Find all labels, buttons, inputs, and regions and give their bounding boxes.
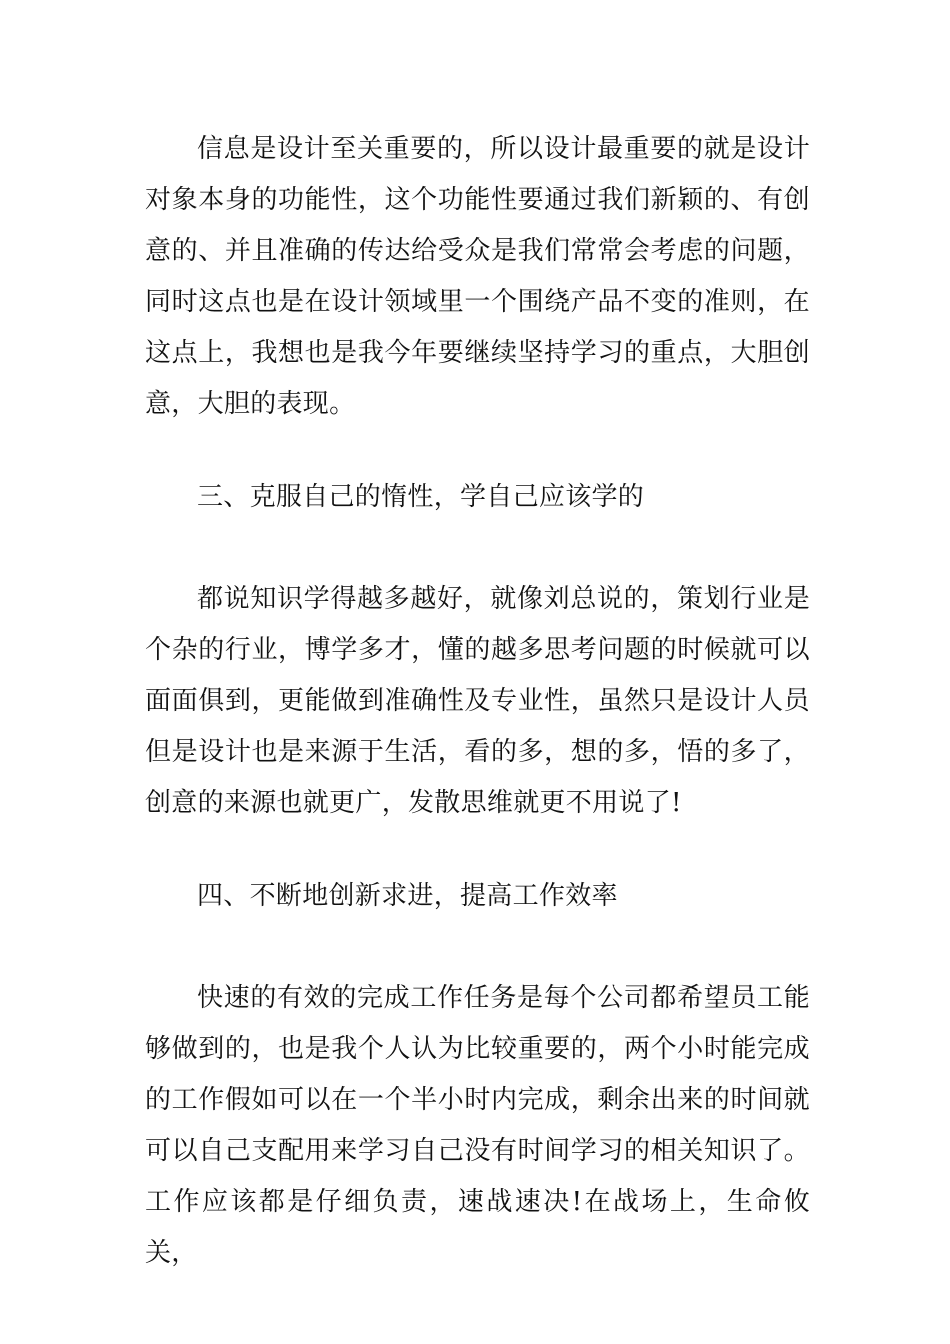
paragraph-knowledge-learning: 都说知识学得越多越好，就像刘总说的，策划行业是个杂的行业，博学多才，懂的越多思考问题的时候就可以面面俱到，更能做到准确性及专业性，虽然只是设计人员但是设计也是来源于生活，看的多，想的多，悟的多了，创意的来源也就更广，发散思维就更不用说了! (145, 584, 810, 818)
section-heading-4: 四、不断地创新求进，提高工作效率 (197, 881, 618, 911)
paragraph-design-information: 信息是设计至关重要的，所以设计最重要的就是设计对象本身的功能性，这个功能性要通过我们新颖的、有创意的、并且准确的传达给受众是我们常常会考虑的问题，同时这点也是在设计领域里一个围绕产品不变的准则，在这点上，我想也是我今年要继续坚持学习的重点，大胆创意，大胆的表现。 (145, 134, 810, 419)
paragraph-work-efficiency: 快速的有效的完成工作任务是每个公司都希望员工能够做到的，也是我个人认为比较重要的，两个小时能完成的工作假如可以在一个半小时内完成，剩余出来的时间就可以自己支配用来学习自己没有时间学习的相关知识了。工作应该都是仔细负责，速战速决!在战场上，生命攸关， (145, 983, 810, 1268)
section-heading-3: 三、克服自己的惰性，学自己应该学的 (197, 482, 645, 512)
